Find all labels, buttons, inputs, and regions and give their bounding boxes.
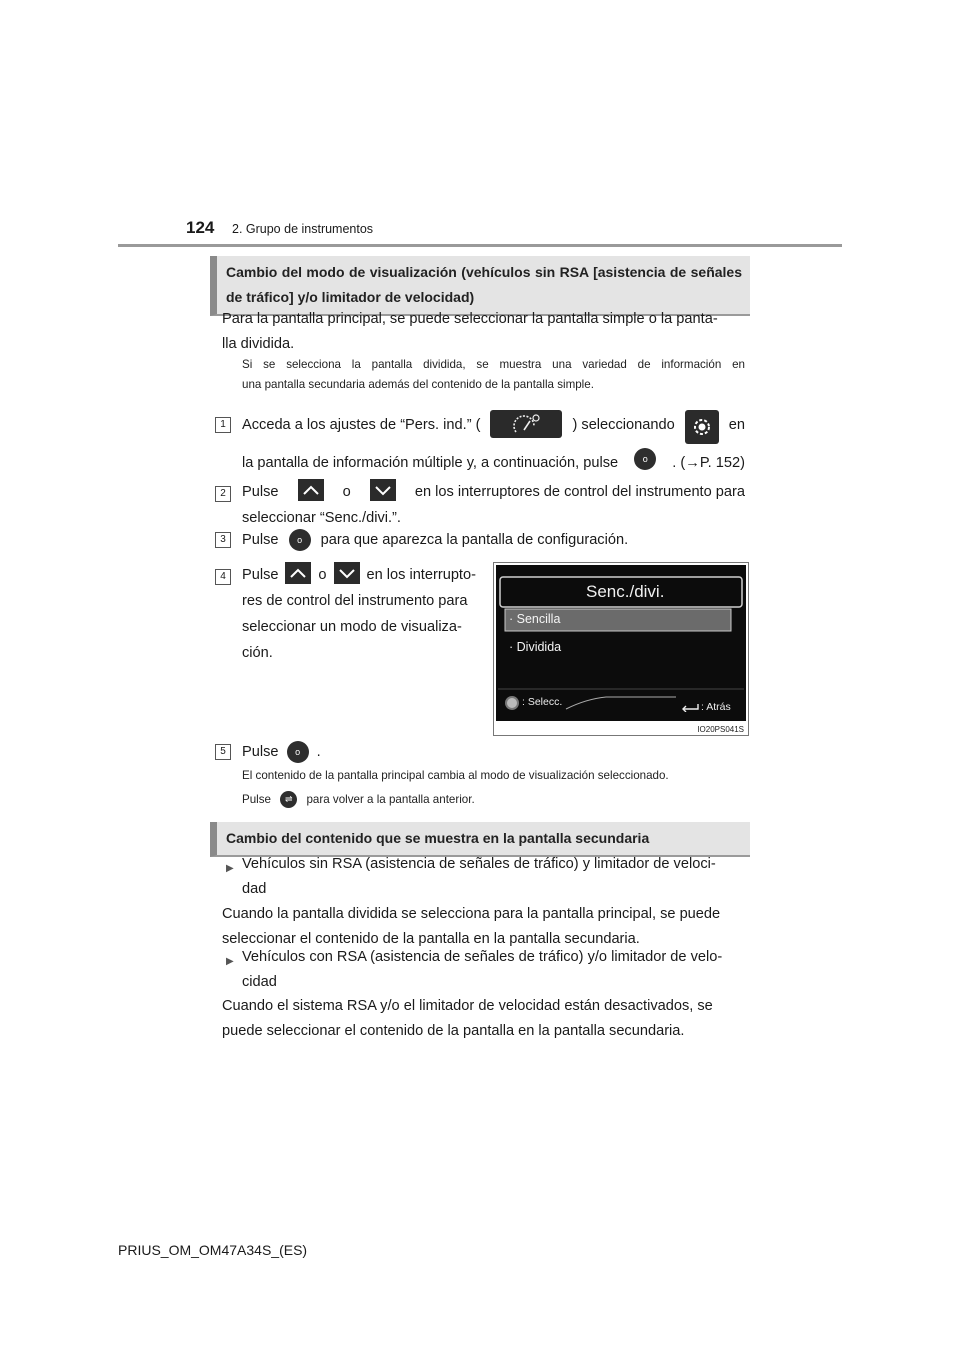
step-number-2: 2 — [215, 486, 231, 502]
screen-title: Senc./divi. — [586, 582, 665, 601]
step-4 — [242, 562, 476, 666]
section-heading-secondary-content: Cambio del contenido que se muestra en la pantalla secundaria — [210, 822, 750, 857]
intro-line-2: lla dividida. — [222, 336, 295, 352]
bullet-with-rsa — [226, 945, 745, 995]
bullet-1-line-2: dad — [242, 881, 267, 897]
back-note: Pulse ⇌ para volver a la pantalla anterior. — [242, 790, 745, 810]
paragraph-rsa-disabled — [222, 994, 745, 1044]
display-illustration — [493, 562, 749, 736]
screen-back-label: : Atrás — [701, 701, 731, 713]
intro-note — [242, 355, 745, 395]
dial-select-icon — [505, 696, 519, 710]
bullet-2-line-1: Vehículos con RSA (asistencia de señales de tráfico) y/o limitador de velo- — [242, 949, 723, 965]
step-3: Pulse o para que aparezca la pantalla de configuración. — [242, 525, 745, 555]
back-arrow-icon — [680, 699, 700, 717]
ok-dial-icon: o — [287, 741, 309, 763]
chevron-up-icon — [298, 479, 324, 501]
section-title: 2. Grupo de instrumentos — [232, 222, 374, 236]
para-1-line-2: seleccionar el contenido de la pantalla en la pantalla secundaria. — [222, 931, 640, 947]
step-4-line-3: seleccionar un modo de visualiza- — [242, 619, 462, 635]
option-dividida[interactable]: · Dividida — [509, 640, 562, 654]
bullet-triangle-icon: ▶ — [226, 863, 234, 874]
step-2-line-1: Pulse o en los interruptores de control del instrumento para — [242, 479, 745, 505]
step-5: Pulse o . — [242, 737, 745, 767]
step-number-1: 1 — [215, 417, 231, 433]
step-1-line-1: Acceda a los ajustes de “Pers. ind.” ( ) seleccionando en — [242, 410, 745, 444]
document-code: PRIUS_OM_OM47A34S_(ES) — [118, 1242, 308, 1258]
step-4-line-2: res de control del instrumento para — [242, 593, 468, 609]
para-2-line-1: Cuando el sistema RSA y/o el limitador de velocidad están desactivados, se — [222, 998, 713, 1014]
back-button-icon: ⇌ — [280, 791, 297, 808]
bullet-triangle-icon: ▶ — [226, 956, 234, 967]
chevron-down-icon — [370, 479, 396, 501]
bullet-without-rsa — [226, 852, 745, 902]
step-4-line-1: Pulse o en los interrupto- — [242, 562, 476, 588]
chevron-down-icon — [334, 562, 360, 584]
step-number-3: 3 — [215, 532, 231, 548]
note-line-1: Si se selecciona la pantalla dividida, se muestra una variedad de información en — [242, 358, 745, 371]
step-1 — [242, 410, 745, 478]
step-number-5: 5 — [215, 744, 231, 760]
option-sencilla[interactable]: · Sencilla — [509, 612, 561, 626]
gauge-settings-icon — [490, 410, 562, 438]
note-line-2: una pantalla secundaria además del contenido de la pantalla simple. — [242, 378, 594, 391]
image-code: IO20PS041S — [697, 725, 744, 734]
ok-dial-icon: o — [634, 448, 656, 470]
section-heading-display-mode: Cambio del modo de visualización (vehículos sin RSA [asistencia de señales de tráfico] y/o limitador de velocidad) — [210, 256, 750, 316]
ok-dial-icon: o — [289, 529, 311, 551]
step-number-4: 4 — [215, 569, 231, 585]
gear-icon — [685, 410, 719, 444]
step-2-line-2: seleccionar “Senc./divi.”. — [242, 510, 401, 526]
header-rule — [118, 244, 842, 247]
chevron-up-icon — [285, 562, 311, 584]
page-number: 124 — [186, 218, 215, 237]
step-1-line-2: la pantalla de información múltiple y, a continuación, pulse o . (→P. 152) — [242, 448, 745, 478]
para-2-line-2: puede seleccionar el contenido de la pantalla en la pantalla secundaria. — [222, 1023, 685, 1039]
bullet-1-line-1: Vehículos sin RSA (asistencia de señales de tráfico) y limitador de veloci- — [242, 856, 716, 872]
para-1-line-1: Cuando la pantalla dividida se selecciona para la pantalla principal, se puede — [222, 906, 721, 922]
display-screen — [496, 565, 746, 721]
intro-paragraph — [222, 307, 745, 357]
intro-line-1: Para la pantalla principal, se puede seleccionar la pantalla simple o la panta- — [222, 311, 718, 327]
screen-select-label: : Selecc. — [522, 696, 563, 708]
step-4-line-4: ción. — [242, 645, 273, 661]
bullet-2-line-2: cidad — [242, 974, 277, 990]
step-2 — [242, 479, 745, 531]
result-note: El contenido de la pantalla principal cambia al modo de visualización seleccionado. — [242, 769, 669, 782]
